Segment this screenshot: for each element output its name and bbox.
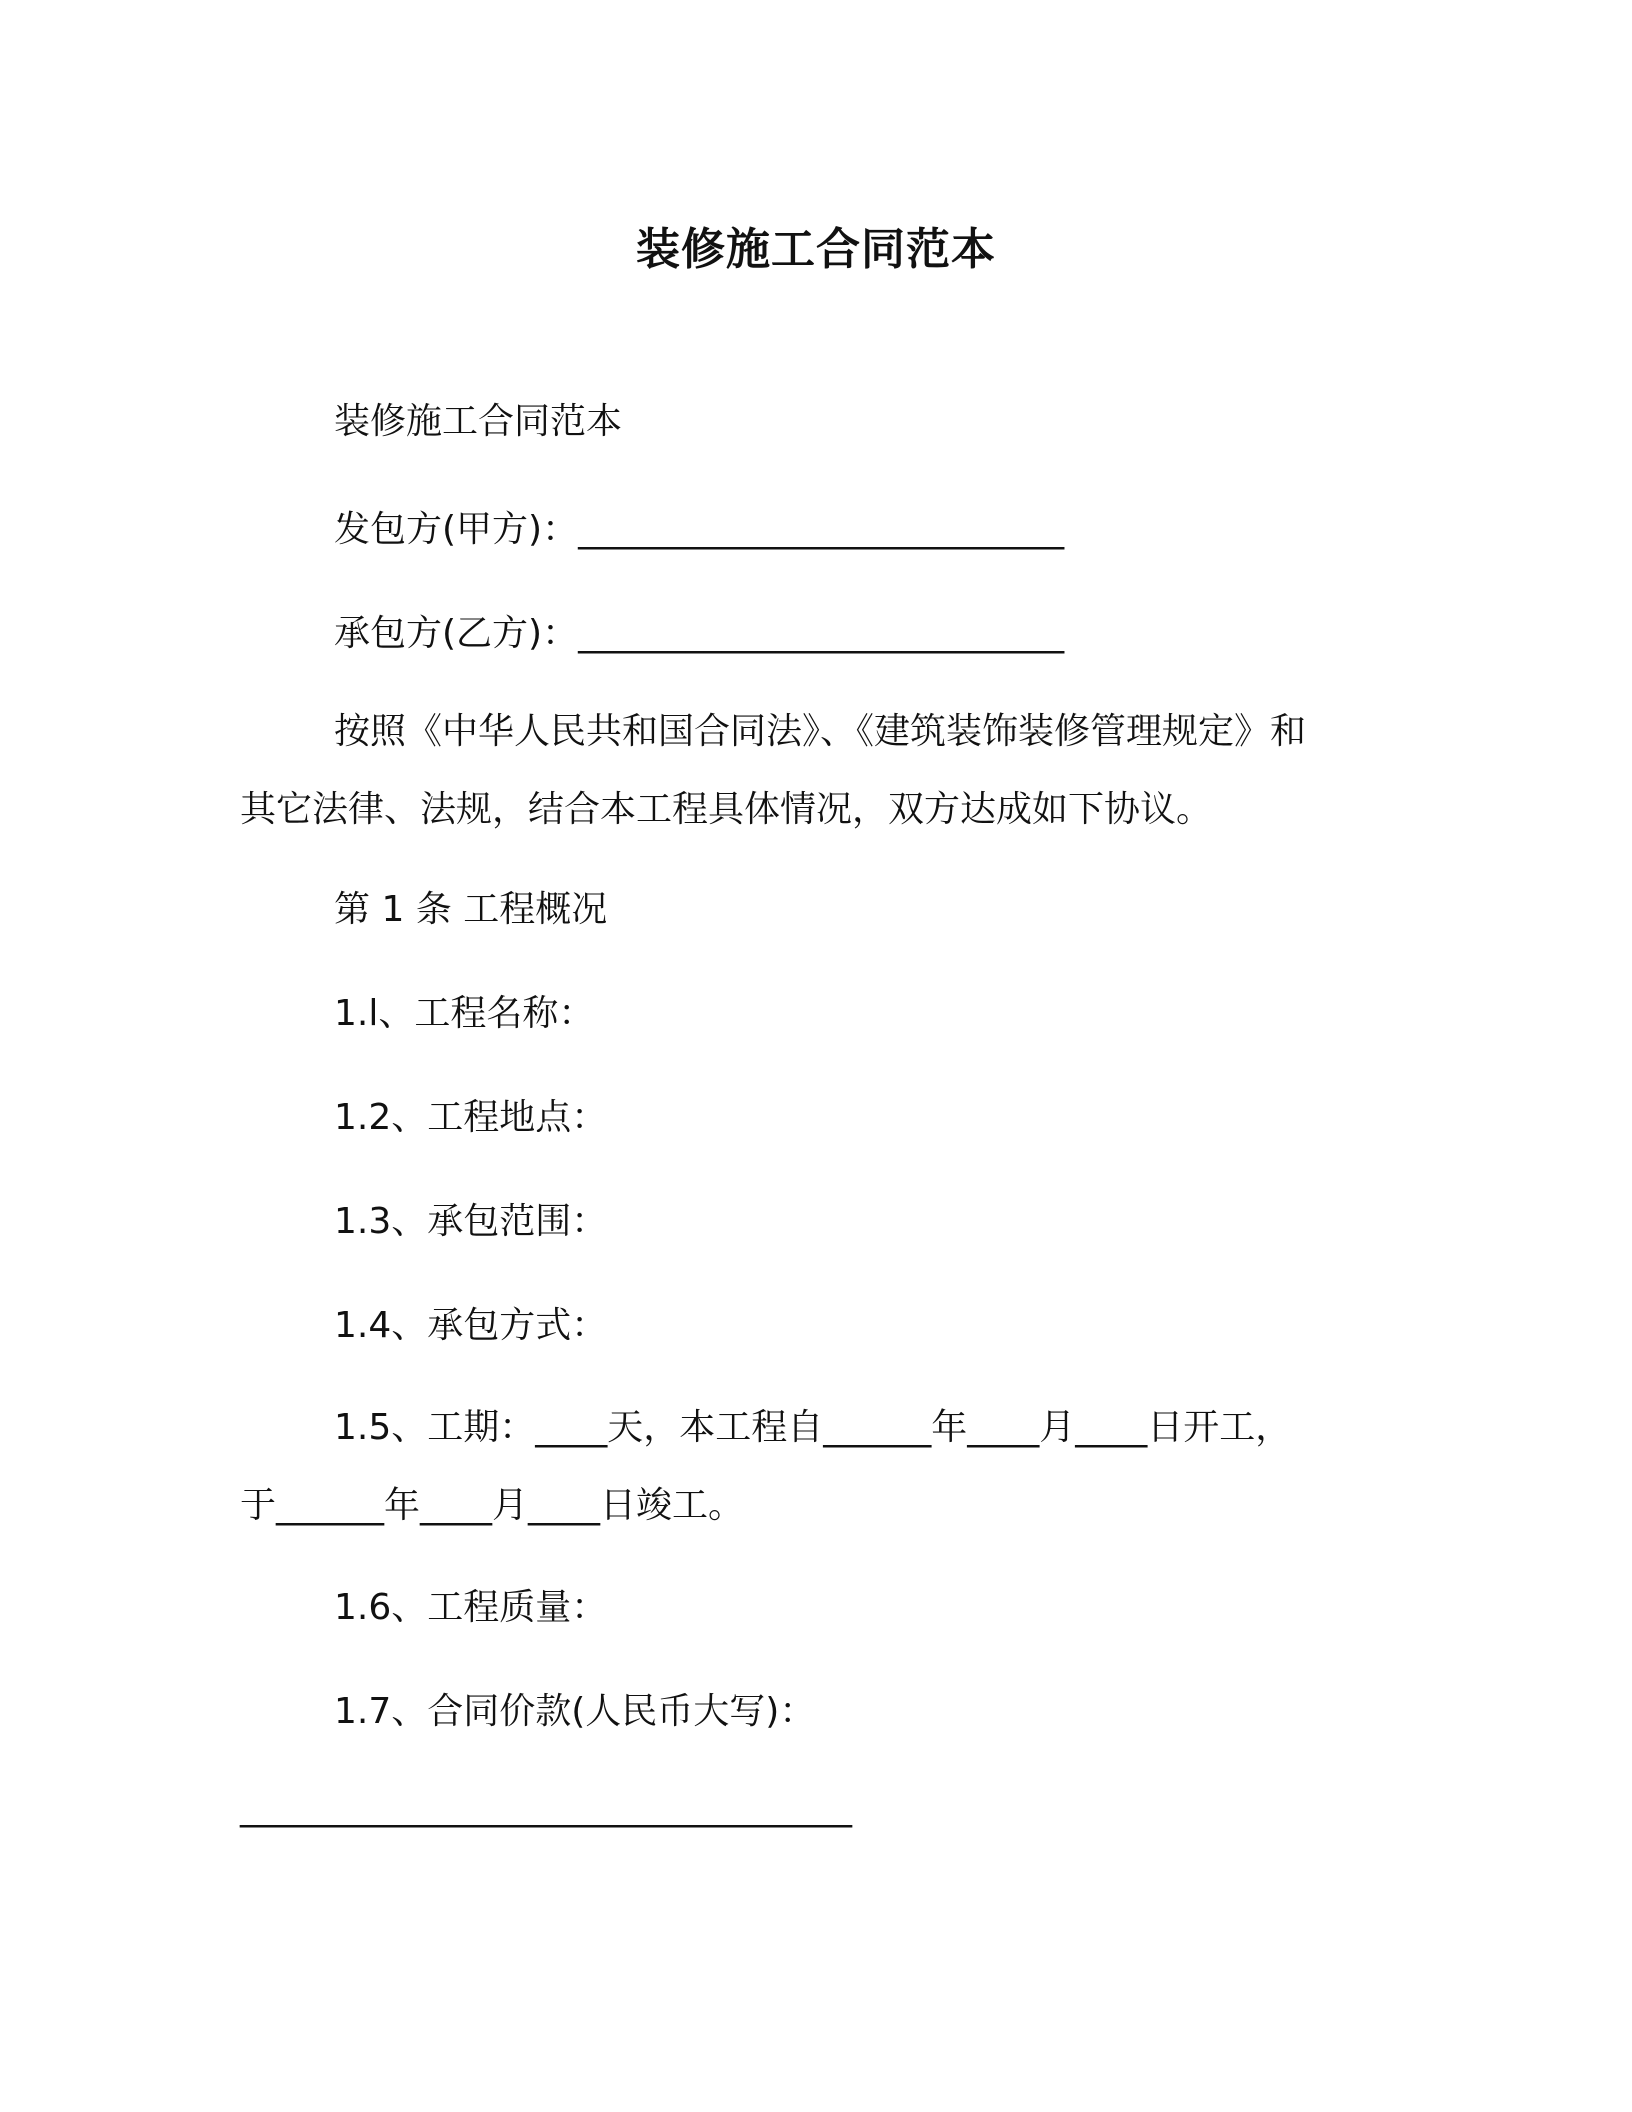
party-a-line: 发包方(甲方)：___________________________ — [334, 509, 1065, 550]
preamble-line-2: 其它法律、法规，结合本工程具体情况，双方达成如下协议。 — [240, 789, 1213, 830]
clause-1-2: 1.2、工程地点： — [334, 1097, 608, 1138]
clause-1-1: 1.l、工程名称： — [334, 993, 595, 1034]
clause-1-5-line-2: 于______年____月____日竣工。 — [240, 1485, 745, 1526]
subtitle-line: 装修施工合同范本 — [334, 401, 623, 442]
clause-1-6: 1.6、工程质量： — [334, 1587, 608, 1628]
party-b-line: 承包方(乙方)：___________________________ — [334, 613, 1065, 654]
preamble-line-1: 按照《中华人民共和国合同法》、《建筑装饰装修管理规定》和 — [334, 711, 1307, 752]
contract-price-blank: __________________________________ — [240, 1787, 852, 1828]
article-1-heading: 第 1 条 工程概况 — [334, 889, 608, 930]
clause-1-4: 1.4、承包方式： — [334, 1305, 608, 1346]
clause-1-5-line-1: 1.5、工期：____天，本工程自______年____月____日开工， — [334, 1407, 1292, 1448]
document-title: 装修施工合同范本 — [636, 224, 996, 275]
clause-1-3: 1.3、承包范围： — [334, 1201, 608, 1242]
clause-1-7: 1.7、合同价款(人民币大写)： — [334, 1691, 816, 1732]
